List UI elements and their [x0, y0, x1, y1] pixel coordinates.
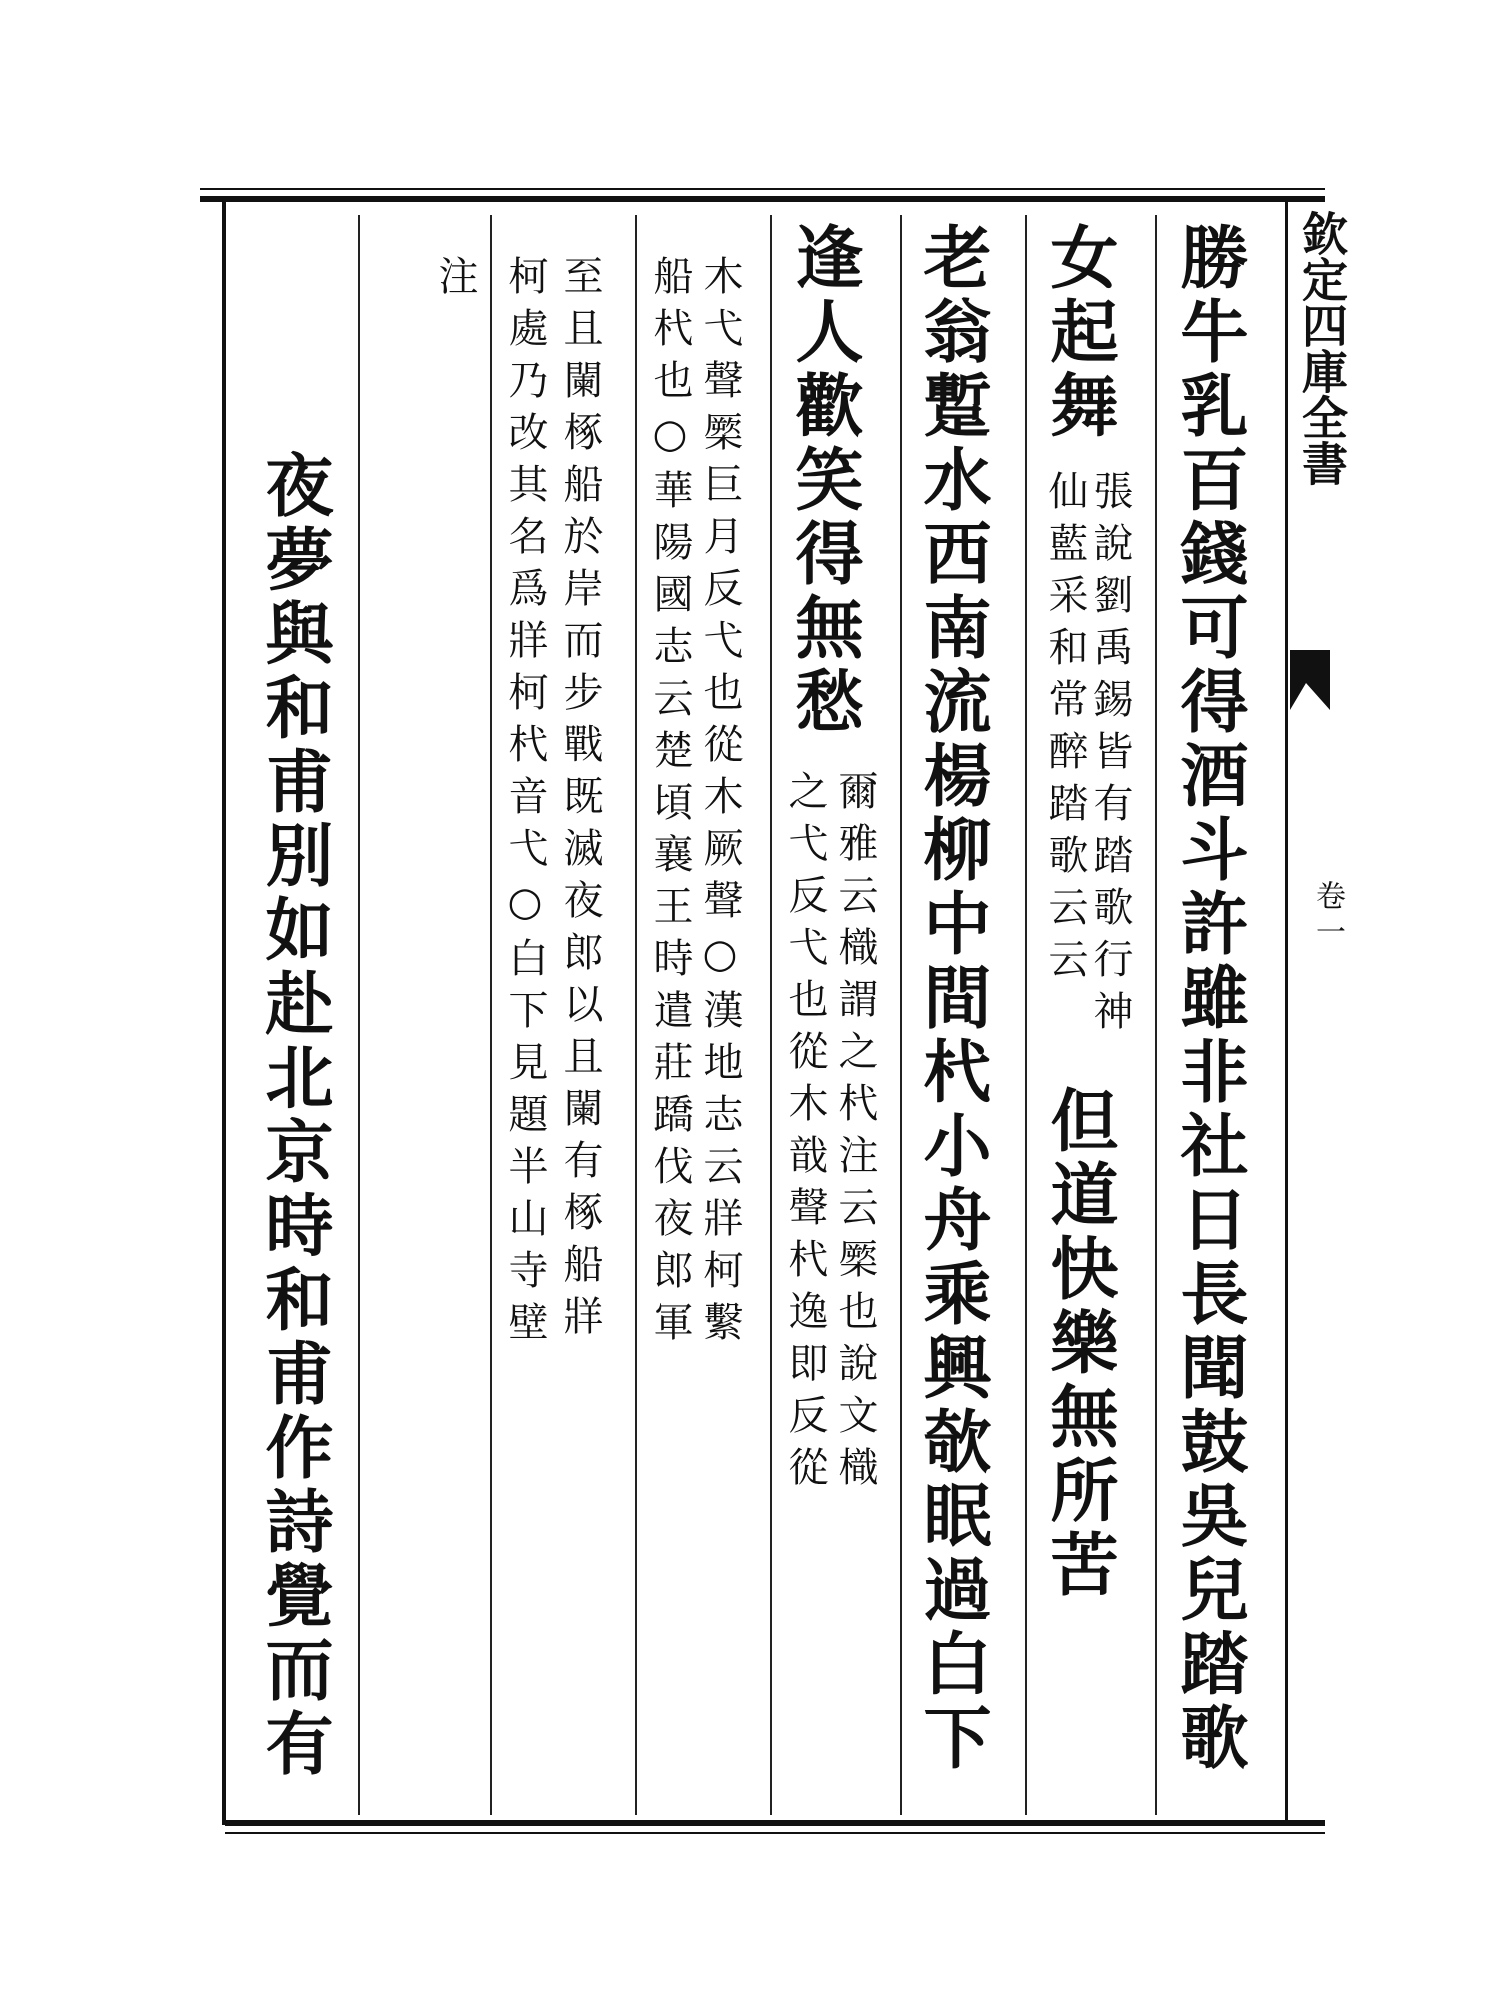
top-thin-rule: [200, 188, 1325, 190]
column-divider: [900, 215, 902, 1815]
right-border-rule: [1285, 200, 1288, 1825]
bottom-thin-rule: [225, 1832, 1325, 1834]
annotation-6b: 柯處乃改其名爲牂柯杙音弋○白下見題半山寺壁: [502, 255, 548, 1353]
text-column-1: 勝牛乳百錢可得酒斗許雖非社日長聞鼓吳兒踏歌: [1169, 222, 1249, 1776]
annotation-4a: 爾雅云樴謂之杙注云橜也說文樴: [832, 770, 878, 1498]
text-column-3: 老翁蹔水西南流楊柳中間杙小舟乘興欹眠過白下: [912, 222, 992, 1776]
column-divider: [490, 215, 492, 1815]
book-title: 欽定四庫全書: [1295, 210, 1349, 486]
column-divider: [770, 215, 772, 1815]
text-column-4-head: 逢人歡笑得無愁: [784, 222, 864, 740]
left-border-rule: [222, 200, 226, 1825]
annotation-4b: 之弋反弋也從木戠聲杙逸即反從: [782, 770, 828, 1498]
annotation-5b: 船杙也○華陽國志云楚頃襄王時遣莊蹻伐夜郎軍: [647, 255, 693, 1353]
annotation-5a: 木弋聲橜巨月反弋也從木厥聲○漢地志云牂柯繫: [697, 255, 743, 1353]
fishtail-mark: [1290, 650, 1330, 710]
top-border-rule: [200, 196, 1325, 202]
annotation-2a: 張說劉禹錫皆有踏歌行神: [1087, 470, 1133, 1042]
text-column-2-head: 女起舞: [1039, 222, 1119, 444]
bottom-border-rule: [225, 1820, 1325, 1826]
note-label: 注: [432, 255, 478, 307]
column-divider: [635, 215, 637, 1815]
annotation-2b: 仙藍采和常醉踏歌云云: [1042, 470, 1088, 990]
column-divider: [1155, 215, 1157, 1815]
column-divider: [1025, 215, 1027, 1815]
annotation-6a: 至且闌椓船於岸而步戰既滅夜郎以且闌有椓船牂: [557, 255, 603, 1347]
column-divider: [358, 215, 360, 1815]
volume-label: 卷一: [1310, 880, 1345, 952]
text-column-8: 夜夢與和甫別如赴北京時和甫作詩覺而有: [254, 450, 334, 1782]
text-column-2-tail: 但道快樂無所苦: [1039, 1085, 1119, 1603]
